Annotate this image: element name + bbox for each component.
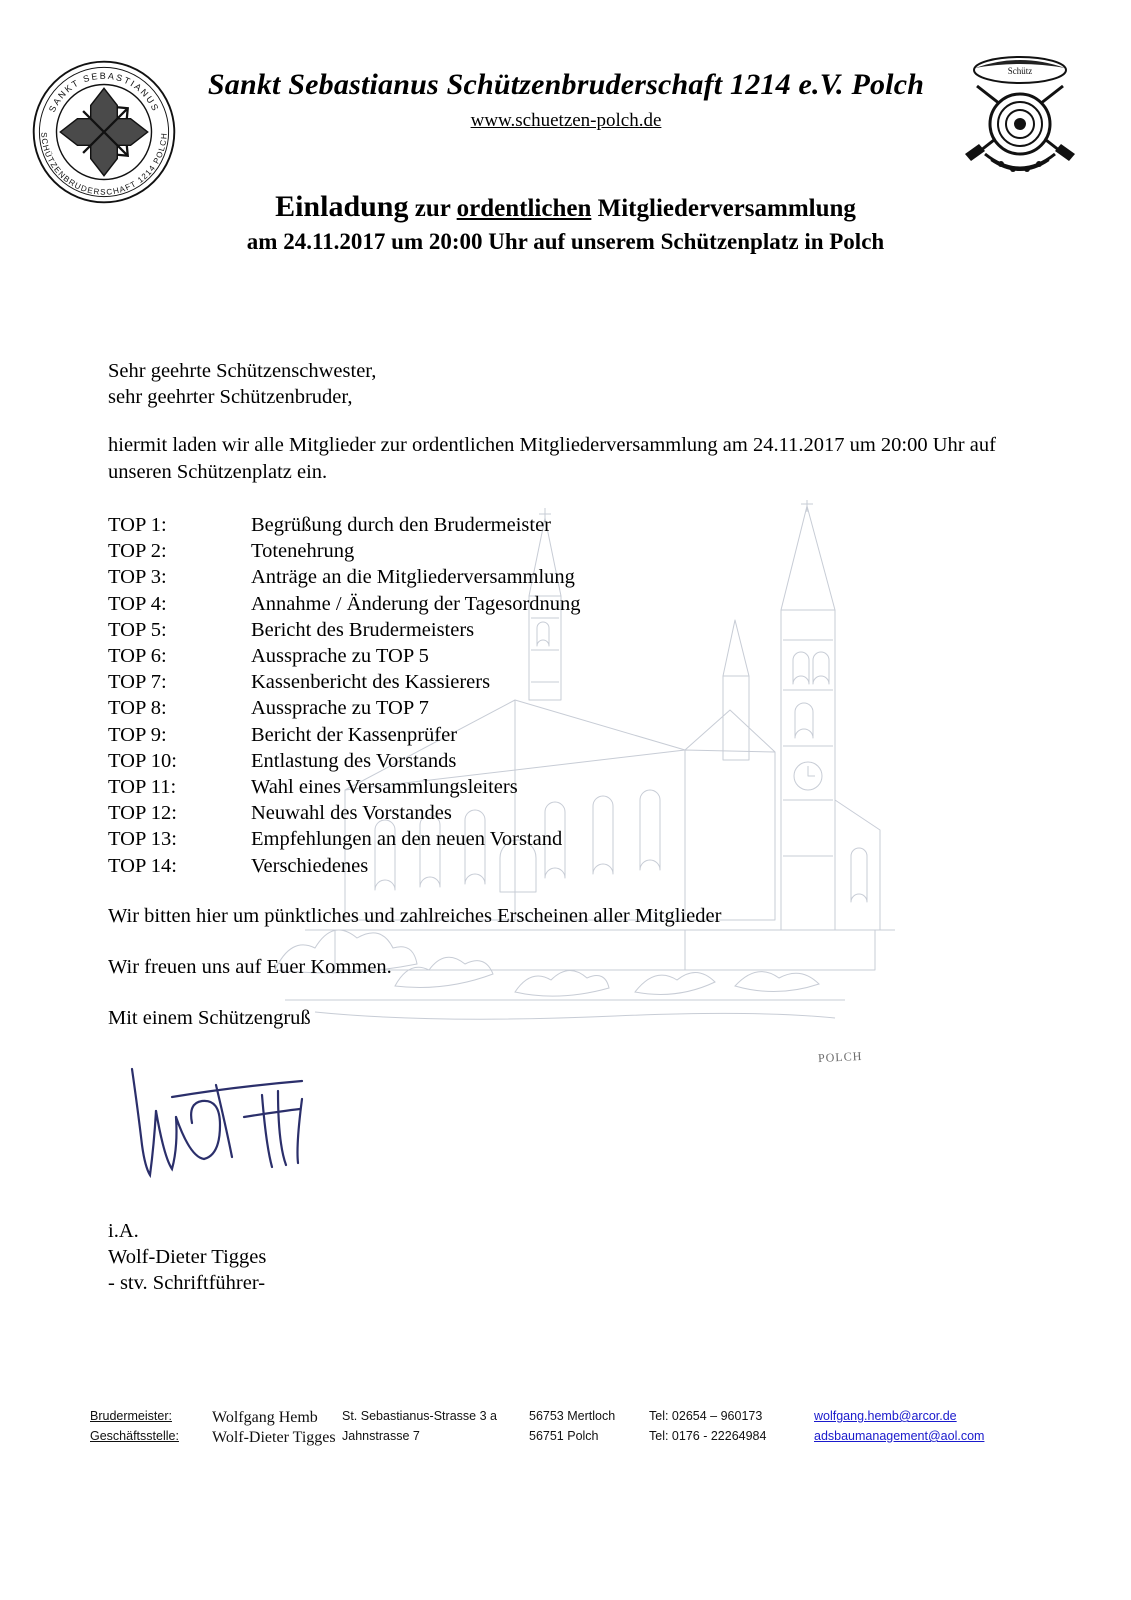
church-sketch-caption: POLCH <box>817 1048 863 1066</box>
agenda-item-value: Bericht der Kassenprüfer <box>251 723 458 746</box>
organization-website[interactable]: www.schuetzen-polch.de <box>470 110 662 131</box>
footer-contact-email[interactable]: wolfgang.hemb@arcor.de <box>814 1409 957 1423</box>
agenda-item-value: Wahl eines Versammlungsleiters <box>251 776 518 799</box>
closing-welcome: Wir freuen uns auf Euer Kommen. <box>108 955 392 978</box>
agenda-item <box>108 853 1048 879</box>
agenda-item <box>108 669 1048 695</box>
agenda-item <box>108 695 1048 721</box>
agenda-item <box>108 538 1048 564</box>
closing-greeting: Mit einem Schützengruß <box>108 1006 311 1029</box>
svg-text:Schütz: Schütz <box>1007 66 1033 76</box>
footer-role-label: Brudermeister: <box>90 1409 172 1423</box>
agenda-item-key: TOP 9: <box>108 723 167 746</box>
agenda-item-value: Verschiedenes <box>251 854 369 877</box>
invitation-title-rest: Mitgliederversammlung <box>591 195 856 222</box>
closing-request: Wir bitten hier um pünktliches und zahlreiches Erscheinen aller Mitglieder <box>108 904 722 927</box>
footer-contact-name: Wolfgang Hemb <box>212 1409 318 1426</box>
salutation <box>108 358 1048 410</box>
salutation-line-2: sehr geehrter Schützenbruder, <box>108 386 353 408</box>
agenda-item <box>108 512 1048 538</box>
agenda-item-value: Begrüßung durch den Brudermeister <box>251 514 552 536</box>
agenda-item-value: Annahme / Änderung der Tagesordnung <box>251 592 581 615</box>
agenda-item-key: TOP 11: <box>108 776 177 799</box>
footer-contact-street: Jahnstrasse 7 <box>342 1429 420 1443</box>
footer-contact-name: Wolf-Dieter Tigges <box>212 1429 336 1446</box>
agenda-item-value: Bericht des Brudermeisters <box>251 618 475 641</box>
agenda-item <box>108 774 1048 800</box>
agenda-item-value: Aussprache zu TOP 7 <box>251 697 429 720</box>
footer-contact-email[interactable]: adsbaumanagement@aol.com <box>814 1429 985 1443</box>
footer-role-label: Geschäftsstelle: <box>90 1429 179 1443</box>
agenda-item <box>108 722 1048 748</box>
footer-contact-city: 56753 Mertloch <box>529 1409 616 1423</box>
agenda-item-key: TOP 14: <box>108 854 177 877</box>
agenda-item <box>108 617 1048 643</box>
handwritten-signature <box>112 1055 372 1195</box>
table-row <box>90 1408 1050 1428</box>
agenda-item <box>108 748 1048 774</box>
document-footer <box>90 1408 1050 1448</box>
agenda-item-key: TOP 7: <box>108 671 167 694</box>
svg-text:SCHÜTZENBRUDERSCHAFT 1214 POLC: SCHÜTZENBRUDERSCHAFT 1214 POLCH <box>39 131 169 197</box>
agenda-item-value: Empfehlungen an den neuen Vorstand <box>251 828 563 851</box>
invitation-title-block <box>0 190 1131 258</box>
invitation-title-line-2: am 24.11.2017 um 20:00 Uhr auf unserem Schützenplatz in Polch <box>246 229 885 254</box>
document-header <box>0 46 1131 197</box>
table-row <box>90 1428 1050 1448</box>
agenda-item <box>108 643 1048 669</box>
agenda-list <box>108 512 1048 879</box>
agenda-item <box>108 800 1048 826</box>
invitation-title-line-1 <box>0 190 1131 226</box>
agenda-item-key: TOP 13: <box>108 828 177 851</box>
agenda-item-value: Entlastung des Vorstands <box>251 749 457 772</box>
agenda-item-key: TOP 4: <box>108 592 167 615</box>
brotherhood-emblem-icon <box>28 56 180 208</box>
footer-contact-table <box>90 1408 1050 1448</box>
signer-prefix: i.A. <box>108 1220 139 1242</box>
shooting-medal-icon <box>955 50 1085 190</box>
invitation-title-zur: zur <box>408 195 457 222</box>
svg-text:SANKT SEBASTIANUS: SANKT SEBASTIANUS <box>46 70 162 114</box>
signer-role: - stv. Schriftführer- <box>108 1272 266 1294</box>
agenda-item-value: Anträge an die Mitgliederversammlung <box>251 566 575 589</box>
agenda-item-value: Aussprache zu TOP 5 <box>251 645 429 668</box>
organization-title: Sankt Sebastianus Schützenbruderschaft 1214 e.V. Polch <box>207 68 925 101</box>
agenda-item-value: Neuwahl des Vorstandes <box>251 802 452 825</box>
agenda-item-key: TOP 3: <box>108 566 167 589</box>
agenda-item-value: Totenehrung <box>251 540 355 563</box>
letter-body <box>108 358 1048 1031</box>
agenda-item-key: TOP 1: <box>108 514 167 536</box>
intro-paragraph: hiermit laden wir alle Mitglieder zur ordentlichen Mitgliederversammlung am 24.11.2017 um 20:00 Uhr auf unseren Schützenplatz ein. <box>108 434 996 483</box>
footer-contact-phone: Tel: 02654 – 960173 <box>649 1409 763 1423</box>
agenda-item-key: TOP 12: <box>108 802 177 825</box>
agenda-item-key: TOP 8: <box>108 697 167 720</box>
footer-contact-city: 56751 Polch <box>529 1429 599 1443</box>
agenda-item-key: TOP 5: <box>108 618 167 641</box>
invitation-title-emphasis: ordentlichen <box>456 195 592 222</box>
agenda-item <box>108 591 1048 617</box>
agenda-item-value: Kassenbericht des Kassierers <box>251 671 491 694</box>
signer-block <box>108 1218 266 1296</box>
salutation-line-1: Sehr geehrte Schützenschwester, <box>108 360 377 382</box>
agenda-item-key: TOP 2: <box>108 540 167 563</box>
invitation-keyword: Einladung <box>275 190 409 223</box>
agenda-item-key: TOP 10: <box>108 749 177 772</box>
footer-contact-phone: Tel: 0176 - 22264984 <box>649 1429 767 1443</box>
signer-name: Wolf-Dieter Tigges <box>108 1246 267 1268</box>
footer-contact-street: St. Sebastianus-Strasse 3 a <box>342 1409 497 1423</box>
agenda-item-key: TOP 6: <box>108 645 167 668</box>
agenda-item <box>108 826 1048 852</box>
agenda-item <box>108 564 1048 590</box>
